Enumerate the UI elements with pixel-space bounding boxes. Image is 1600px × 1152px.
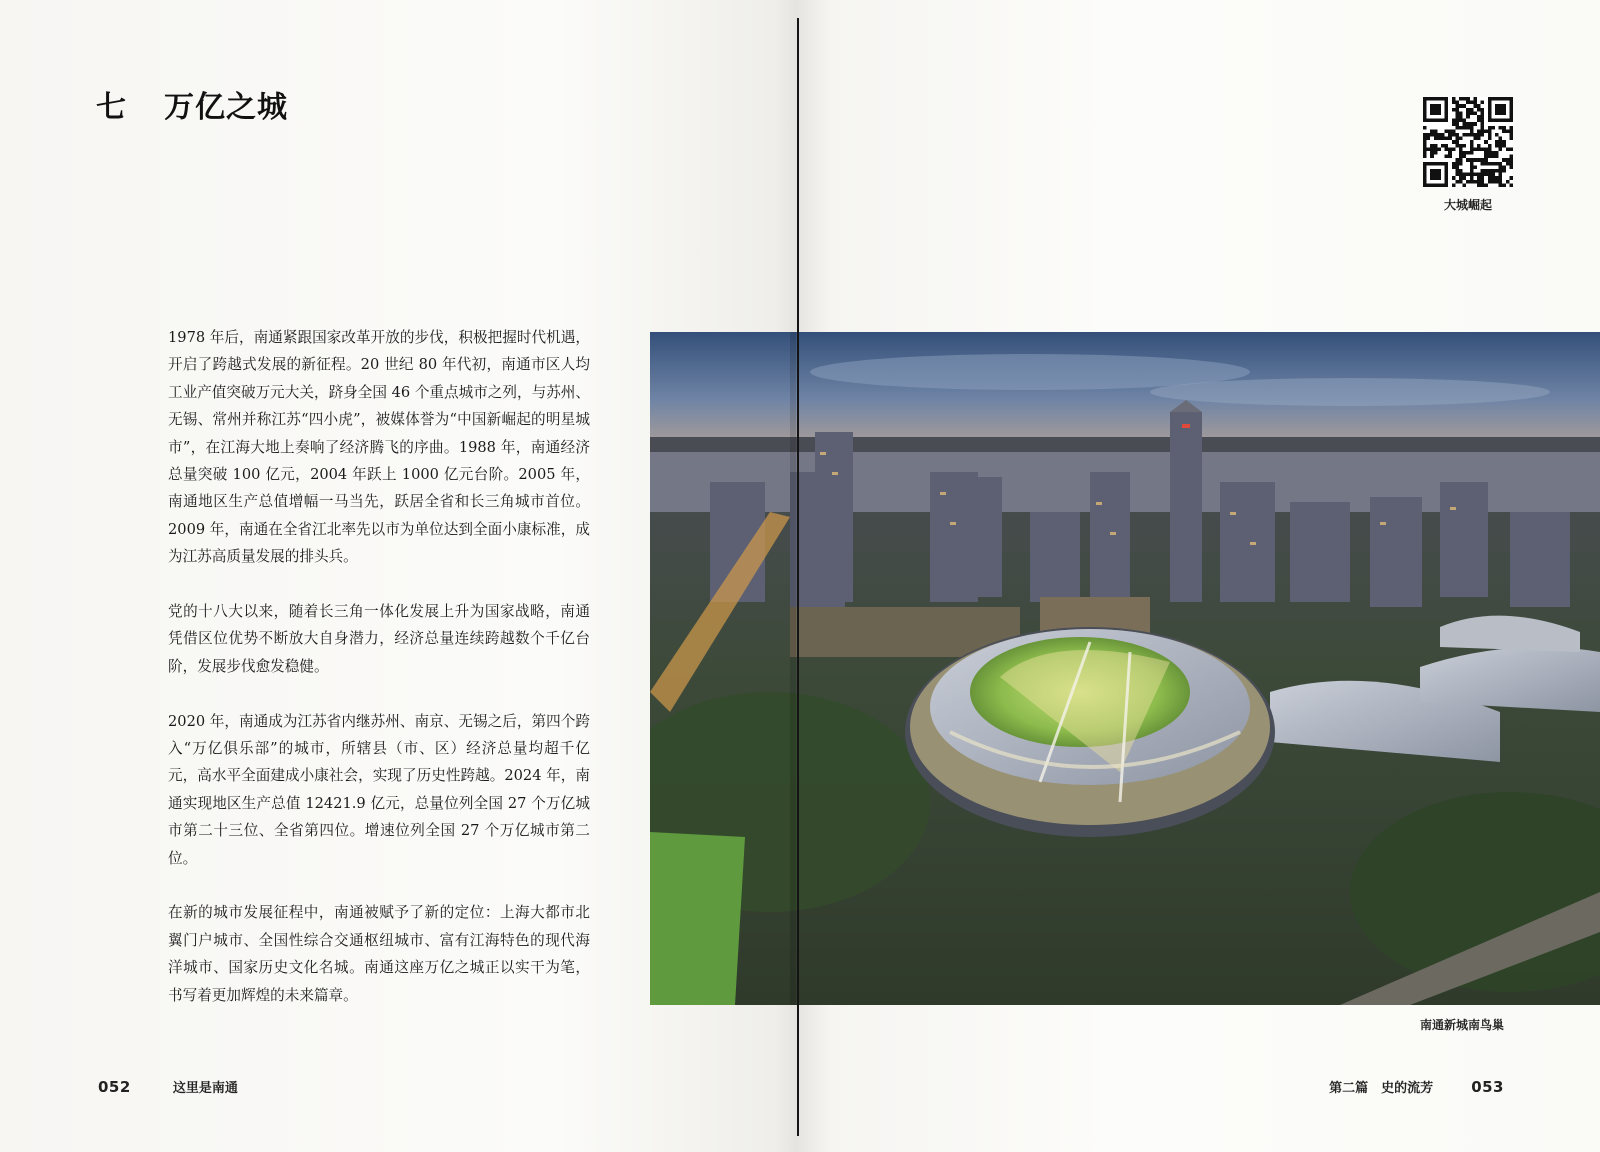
body-text: [168, 324, 590, 1037]
paragraph-1: 1978 年后，南通紧跟国家改革开放的步伐，积极把握时代机遇，开启了跨越式发展的新征程。20 世纪 80 年代初，南通市区人均工业产值突破万元大关，跻身全国 46 个重点城市之列，与苏州、无锡、常州并称江苏“四小虎”，被媒体誉为“中国新崛起的明星城市”，在江海大地上奏响了经济腾飞的序曲。1988 年，南通经济总量突破 100 亿元，2004 年跃上 1000 亿元台阶。2005 年，南通地区生产总值增幅一马当先，跃居全省和长三角城市首位。2009 年，南通在全省江北率先以市为单位达到全面小康标准，成为江苏高质量发展的排头兵。: [168, 329, 591, 566]
qr-code-graphic: [1423, 97, 1513, 187]
gutter-line: [797, 18, 799, 1136]
folio-left: [98, 1077, 238, 1096]
paragraph-4: 在新的城市发展征程中，南通被赋予了新的定位：上海大都市北翼门户城市、全国性综合交通枢纽城市、富有江海特色的现代海洋城市、国家历史文化名城。南通这座万亿之城正以实干为笔，书写着更加辉煌的未来篇章。: [168, 904, 590, 1004]
photo-caption: 南通新城南鸟巢: [1419, 1018, 1504, 1032]
page-number-left: 052: [98, 1078, 131, 1096]
paragraph-3: 2020 年，南通成为江苏省内继苏州、南京、无锡之后，第四个跨入“万亿俱乐部”的城市，所辖县（市、区）经济总量均超千亿元，高水平全面建成小康社会，实现了历史性跨越。2024 年，南通实现地区生产总值 12421.9 亿元，总量位列全国 27 个万亿城市第二十三位、全省第四位。增速位列全国 27 个万亿城市第二位。: [168, 712, 591, 867]
qr-code-icon[interactable]: [1423, 97, 1513, 187]
paragraph-2: 党的十八大以来，随着长三角一体化发展上升为国家战略，南通凭借区位优势不断放大自身潜力，经济总量连续跨越数个千亿台阶，发展步伐愈发稳健。: [168, 603, 590, 675]
section-title: 第二篇 史的流芳: [1329, 1081, 1434, 1096]
page-number-right: 053: [1471, 1078, 1504, 1096]
stadium-photo-illustration: [650, 332, 1600, 1005]
book-title: 这里是南通: [172, 1081, 238, 1096]
chapter-title: 万亿之城: [164, 90, 288, 125]
stadium-photo: [650, 332, 1600, 1005]
qr-caption: 大城崛起: [1443, 198, 1492, 212]
folio-right: [1329, 1077, 1504, 1096]
chapter-heading: [96, 82, 288, 126]
chapter-number: 七: [96, 90, 127, 125]
